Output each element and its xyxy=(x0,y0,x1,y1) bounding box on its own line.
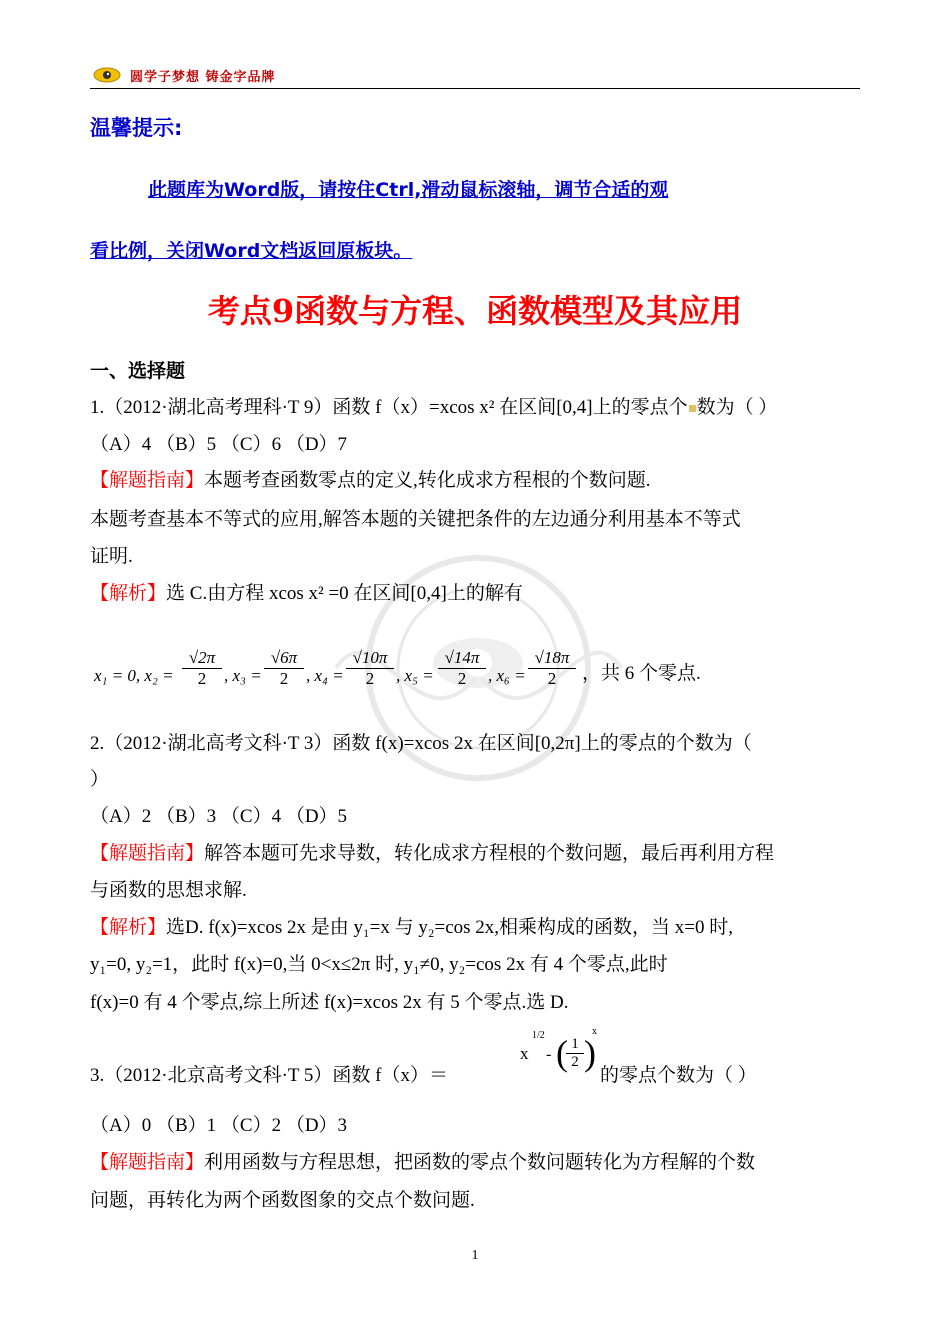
q3-guide-cont: 问题，再转化为两个函数图象的交点个数问题. xyxy=(90,1190,475,1211)
q2-answer-line3: f(x)=0 有 4 个零点,综上所述 f(x)=xcos 2x 有 5 个零点.选 D. xyxy=(90,992,569,1013)
q3-options: （A）0 （B）1 （C）2 （D）3 xyxy=(90,1115,348,1136)
q1-stem: 1.（2012·湖北高考理科·T 9）函数 f（x）=xcos x² 在区间[0,4]上的零点个 数为（ ） xyxy=(90,397,778,418)
document-title: 考点9函数与方程、函数模型及其应用 xyxy=(207,292,743,330)
q2-guide: 【解题指南】解答本题可先求导数，转化成求方程根的个数问题，最后再利用方程 xyxy=(90,843,775,864)
half-fraction: $\frac{1}{2}$ xyxy=(566,1036,584,1071)
q2-stem: 2.（2012·湖北高考文科·T 3）函数 f(x)=xcos 2x 在区间[0,2π]上的零点的个数为（ xyxy=(90,733,752,754)
q1-answer: 【解析】选 C.由方程 xcos x² =0 在区间[0,4]上的解有 xyxy=(90,583,523,604)
section-heading: 一、选择题 xyxy=(90,361,186,382)
formula-frac-18: $\frac{√18\pi}{2}$ xyxy=(528,648,576,689)
answer-label: 【解析】 xyxy=(90,917,167,938)
q2-options: （A）2 （B）3 （C）4 （D）5 xyxy=(90,806,348,827)
answer-label: 【解析】 xyxy=(90,583,167,604)
marker-icon xyxy=(689,405,696,412)
tip-link-line2[interactable]: 看比例，关闭Word文档返回原板块。 xyxy=(90,240,413,262)
logo-icon xyxy=(92,66,122,84)
guide-label: 【解题指南】 xyxy=(90,470,205,491)
q1-options: （A）4 （B）5 （C）6 （D）7 xyxy=(90,434,348,455)
q3-stem-cont: 的零点个数为（ ） xyxy=(600,1065,757,1086)
formula-x1: x₁ = 0, x₂ = xyxy=(94,666,174,685)
q2-answer: 【解析】选D. f(x)=xcos 2x 是由 y₁=x 与 y₂=cos 2x,相乘构成的函数，当 x=0 时, xyxy=(90,917,733,938)
guide-label: 【解题指南】 xyxy=(90,843,205,864)
tip-link-line1[interactable]: 此题库为Word版，请按住Ctrl,滑动鼠标滚轴，调节合适的观 xyxy=(148,179,669,201)
formula-frac-10: $\frac{√10\pi}{2}$ xyxy=(346,648,394,689)
q3-guide: 【解题指南】利用函数与方程思想，把函数的零点个数问题转化为方程解的个数 xyxy=(90,1152,756,1173)
q2-guide-cont: 与函数的思想求解. xyxy=(90,880,247,901)
formula-frac-6: $\frac{√6\pi}{2}$ xyxy=(264,648,304,689)
guide-label: 【解题指南】 xyxy=(90,1152,205,1173)
q1-formula: x₁ = 0, x₂ = $\frac{√2\pi}{2}$ , x₃ = $\frac{√6\pi}{2}$ , x₄ = $\frac{√10\pi}{2}$ , x₅ = $\frac{√14\pi}{2}$ , x₆ = $\frac{√18\pi}{2}$ ，共 6 个零点. xyxy=(94,648,701,688)
formula-frac-14: $\frac{√14\pi}{2}$ xyxy=(438,648,486,689)
q1-guide: 【解题指南】本题考查函数零点的定义,转化成求方程根的个数问题. xyxy=(90,470,651,491)
q1-extra-line1: 本题考查基本不等式的应用,解答本题的关键把条件的左边通分利用基本不等式 xyxy=(90,509,741,530)
page-number: 1 xyxy=(471,1248,479,1263)
header-slogan: 圆学子梦想 铸金字品牌 xyxy=(130,70,276,85)
q2-stem-cont: ） xyxy=(90,769,110,790)
q2-answer-line2: y₁=0, y₂=1，此时 f(x)=0,当 0<x≤2π 时, y₁≠0, y₂=cos 2x 有 4 个零点,此时 xyxy=(90,954,668,975)
formula-frac-2: $\frac{√2\pi}{2}$ xyxy=(182,648,222,689)
page-header xyxy=(90,64,860,89)
q3-stem: 3.（2012·北京高考文科·T 5）函数 f（x）＝ xyxy=(90,1065,448,1086)
tip-title: 温馨提示: xyxy=(90,116,183,140)
q1-extra-line2: 证明. xyxy=(90,546,133,567)
q3-formula: x 1/2 - ( $\frac{1}{2}$ ) x xyxy=(520,1026,597,1073)
